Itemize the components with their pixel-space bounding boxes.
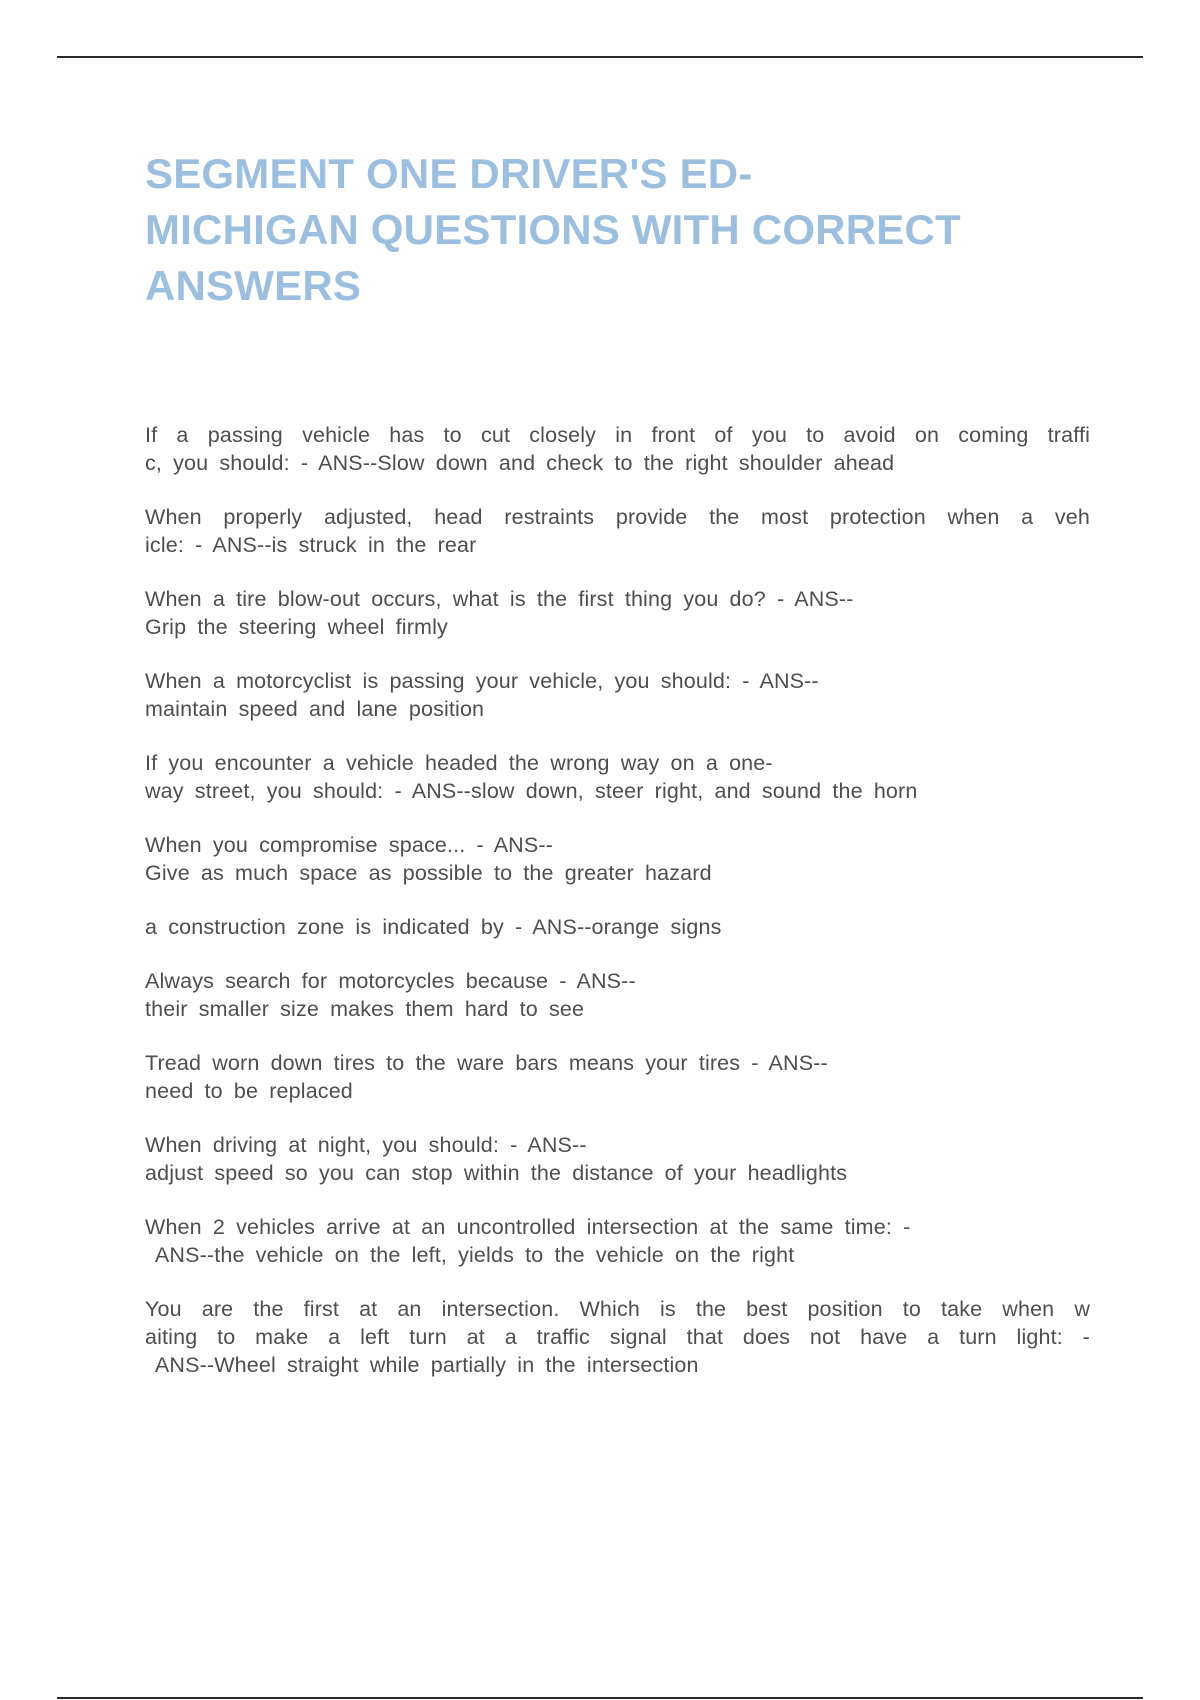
- question-answer-item: [145, 913, 1090, 941]
- question-answer-list: [145, 421, 1090, 1405]
- footer-rule: [57, 1697, 1143, 1699]
- qa-line: aiting to make a left turn at a traffic signal that does not have a turn light: -: [145, 1325, 1090, 1349]
- qa-line: When driving at night, you should: - ANS--: [145, 1133, 587, 1157]
- qa-line: c, you should: - ANS--Slow down and check to the right shoulder ahead: [145, 451, 895, 475]
- qa-line: ANS--the vehicle on the left, yields to the vehicle on the right: [145, 1243, 795, 1267]
- qa-line: a construction zone is indicated by - ANS--orange signs: [145, 915, 722, 939]
- question-answer-item: [145, 1131, 1090, 1187]
- document-title-line: ANSWERS: [145, 262, 362, 309]
- qa-line: If you encounter a vehicle headed the wrong way on a one-: [145, 751, 773, 775]
- question-answer-item: [145, 421, 1090, 477]
- qa-line: Tread worn down tires to the ware bars means your tires - ANS--: [145, 1051, 828, 1075]
- qa-line: icle: - ANS--is struck in the rear: [145, 533, 477, 557]
- question-answer-item: [145, 967, 1090, 1023]
- qa-line: need to be replaced: [145, 1079, 353, 1103]
- qa-line: When you compromise space... - ANS--: [145, 833, 553, 857]
- qa-line: When a tire blow-out occurs, what is the first thing you do? - ANS--: [145, 587, 854, 611]
- question-answer-item: [145, 749, 1090, 805]
- question-answer-item: [145, 1213, 1090, 1269]
- qa-line: When properly adjusted, head restraints provide the most protection when a veh: [145, 505, 1090, 529]
- qa-line: You are the first at an intersection. Which is the best position to take when w: [145, 1297, 1090, 1321]
- question-answer-item: [145, 667, 1090, 723]
- qa-line: their smaller size makes them hard to see: [145, 997, 585, 1021]
- question-answer-item: [145, 1295, 1090, 1379]
- header-rule: [57, 56, 1143, 58]
- document-title-line: MICHIGAN QUESTIONS WITH CORRECT: [145, 206, 961, 253]
- document-title: [145, 146, 1105, 314]
- question-answer-item: [145, 1049, 1090, 1105]
- qa-line: When 2 vehicles arrive at an uncontrolled intersection at the same time: -: [145, 1215, 911, 1239]
- qa-line: When a motorcyclist is passing your vehicle, you should: - ANS--: [145, 669, 819, 693]
- qa-line: Always search for motorcycles because - ANS--: [145, 969, 636, 993]
- question-answer-item: [145, 831, 1090, 887]
- qa-line: If a passing vehicle has to cut closely in front of you to avoid on coming traffi: [145, 423, 1090, 447]
- document-title-line: SEGMENT ONE DRIVER'S ED-: [145, 150, 753, 197]
- qa-line: maintain speed and lane position: [145, 697, 485, 721]
- qa-line: Give as much space as possible to the greater hazard: [145, 861, 712, 885]
- qa-line: Grip the steering wheel firmly: [145, 615, 448, 639]
- question-answer-item: [145, 503, 1090, 559]
- qa-line: way street, you should: - ANS--slow down, steer right, and sound the horn: [145, 779, 918, 803]
- qa-line: adjust speed so you can stop within the distance of your headlights: [145, 1161, 848, 1185]
- qa-line: ANS--Wheel straight while partially in the intersection: [145, 1353, 699, 1377]
- question-answer-item: [145, 585, 1090, 641]
